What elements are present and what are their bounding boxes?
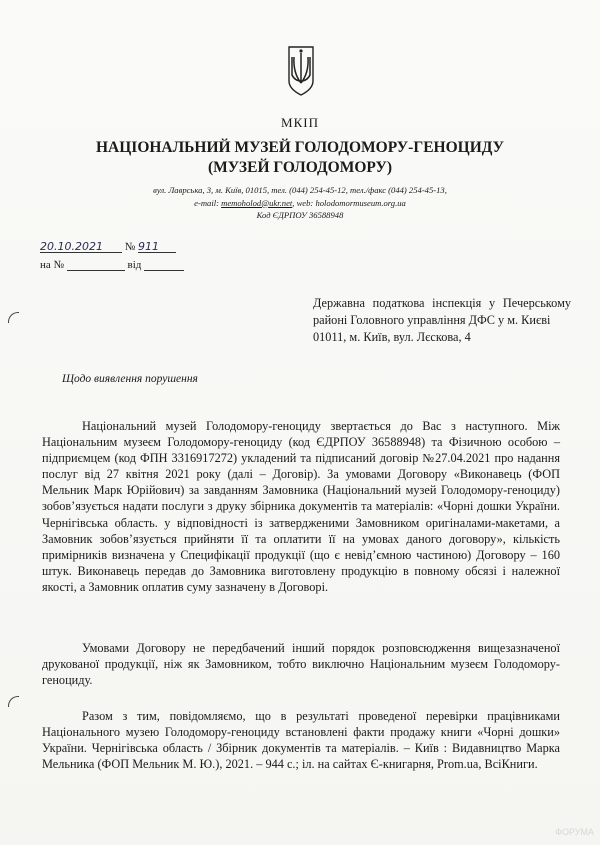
date-handwritten: 20.10.2021	[40, 240, 103, 253]
web-label: , web:	[292, 197, 316, 208]
address-line: вул. Лаврська, 3, м. Київ, 01015, тел. (044) 254-45-12, тел./факс (044) 254-45-13,	[153, 185, 447, 195]
trident-emblem-icon	[286, 45, 316, 97]
margin-mark	[8, 312, 19, 323]
margin-mark-2	[8, 696, 19, 707]
body-paragraph-2-text: Умовами Договору не передбачений інший порядок розповсюдження вищезазначеної друкованої продукції, ніж як Замовником, тобто виключно Національним музеєм Голодомору-геноциду.	[42, 641, 560, 688]
addressee-line1: Державна податкова інспекція у Печерському районі Головного управління ДФС у м. Києві	[313, 296, 571, 327]
addressee-block	[313, 295, 571, 346]
edrpou-line: Код ЄДРПОУ 36588948	[256, 210, 344, 220]
ministry-label: МКІП	[281, 115, 319, 130]
registration-outgoing	[40, 240, 176, 253]
watermark: ФОРУМА	[555, 827, 594, 837]
org-name-line2: (МУЗЕЙ ГОЛОДОМОРУ)	[207, 159, 393, 176]
org-title	[0, 138, 600, 178]
date-field	[40, 240, 122, 253]
body-paragraph-1	[42, 418, 560, 595]
web-link[interactable]: holodomormuseum.org.ua	[315, 197, 406, 208]
addressee-line2: 01011, м. Київ, вул. Лєскова, 4	[313, 330, 471, 344]
email-label: e-mail:	[194, 197, 222, 208]
registration-incoming	[40, 258, 184, 271]
email-link[interactable]: memoholod@ukr.net	[221, 197, 293, 208]
email-web-line	[0, 197, 600, 210]
subject-line: Щодо виявлення порушення	[62, 373, 198, 385]
org-name-line1: НАЦІОНАЛЬНИЙ МУЗЕЙ ГОЛОДОМОРУ-ГЕНОЦИДУ	[95, 139, 504, 156]
body-paragraph-2	[42, 640, 560, 688]
on-number-label: на №	[40, 259, 65, 271]
on-number-field	[67, 258, 125, 271]
contact-block	[0, 184, 600, 222]
from-field	[144, 258, 184, 271]
body-paragraph-3-text: Разом з тим, повідомляємо, що в результаті проведеної перевірки працівниками Національного музею Голодомору-геноциду встановлені факти продажу книги «Чорні дошки» України. Чернігівська область / Збірник документів та матеріалів. – Київ : Видавництво Марка Мельника (ФОП Мельник М. Ю.), 2021. – 944 с.; іл. на сайтах Є-книгарня, Prom.ua, ВсіКниги.	[42, 709, 560, 772]
number-field	[138, 240, 176, 253]
body-paragraph-1-text: Національний музей Голодомору-геноциду звертається до Вас з наступного. Між Національним музеєм Голодомору-геноциду (код ЄДРПОУ 36588948) та Фізичною особою – підприємцем (код ФПН 3316917272) укладений та підписаний договір №27.04.2021 про надання послуг від 27 квітня 2021 року (далі – Договір). За умовами Договору «Виконавець (ФОП Мельник Марк Юрійович) за завданням Замовника (Національний музей Голодомору-геноциду) зобов’язується надати послуги з друку збірника документів та матеріалів: «Чорні дошки України. Чернігівська область. у відповідності із затвердженими Замовником оригіналами-макетами, а Замовник зобов’язується прийняти її та оплатити її на умовах даного договору», кількість примірників визначена у Специфікації продукції (що є невід’ємною частиною) Договору – 160 штук. Виконавець передав до Замовника виготовлену продукцію в повному обсязі і належної якості, а Замовник оплатив суму зазначену в Договорі.	[42, 419, 560, 594]
body-paragraph-3	[42, 708, 560, 772]
number-label: №	[124, 241, 136, 253]
from-label: від	[127, 259, 142, 271]
number-handwritten: 911	[138, 240, 159, 253]
